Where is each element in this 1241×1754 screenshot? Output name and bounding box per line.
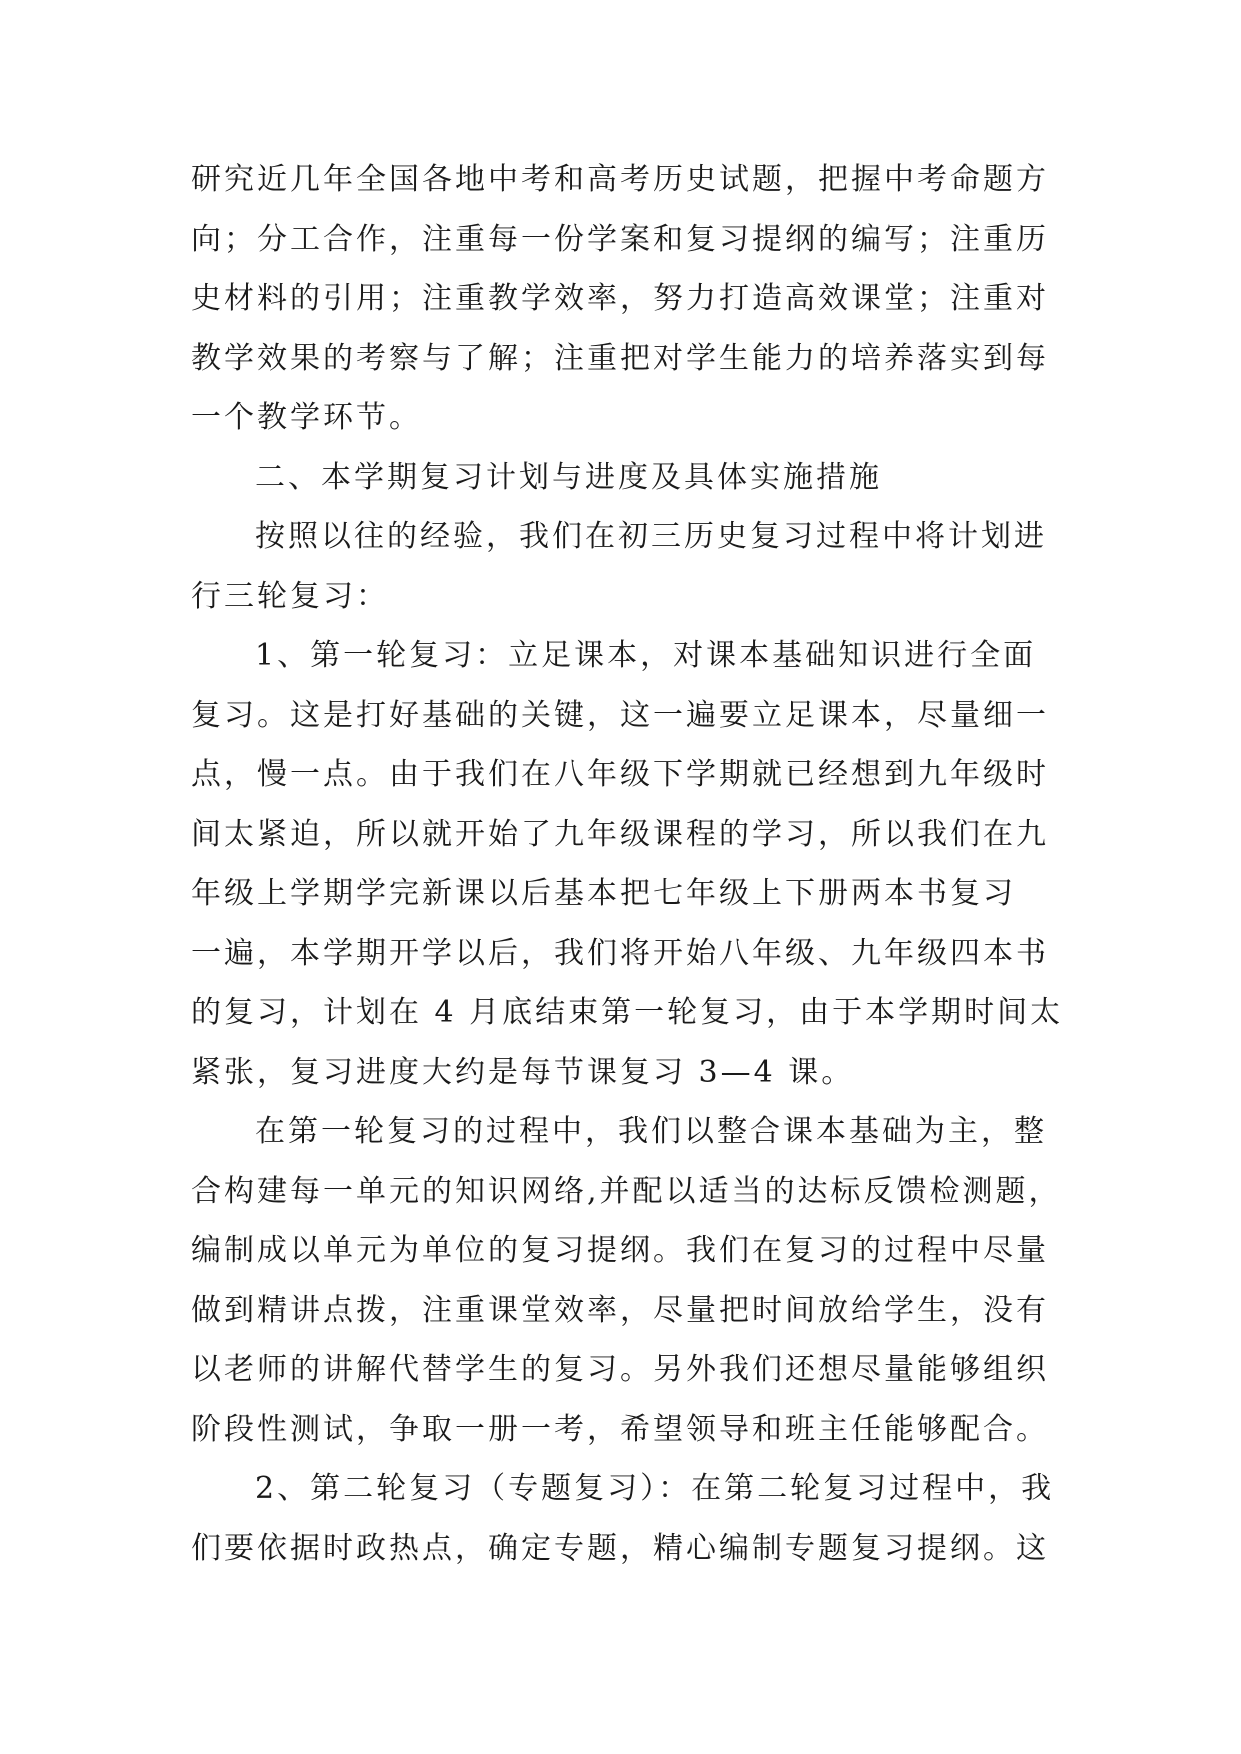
text-line: 2、第二轮复习（专题复习）：在第二轮复习过程中，我 bbox=[255, 1471, 1055, 1506]
text-line: 一个教学环节。 bbox=[191, 400, 422, 435]
text-line: 复习。这是打好基础的关键，这一遍要立足课本，尽量细一 bbox=[191, 697, 1049, 733]
text-line: 做到精讲点拨，注重课堂效率，尽量把时间放给学生，没有 bbox=[191, 1292, 1049, 1328]
text-line: 紧张，复习进度大约是每节课复习 3—4 课。 bbox=[191, 1054, 855, 1090]
text-line: 1、第一轮复习：立足课本，对课本基础知识进行全面 bbox=[255, 638, 1037, 673]
text-line: 们要依据时政热点，确定专题，精心编制专题复习提纲。这 bbox=[191, 1530, 1049, 1566]
text-line: 教学效果的考察与了解；注重把对学生能力的培养落实到每 bbox=[191, 340, 1049, 376]
text-line: 阶段性测试，争取一册一考，希望领导和班主任能够配合。 bbox=[191, 1411, 1049, 1447]
text-line: 研究近几年全国各地中考和高考历史试题，把握中考命题方 bbox=[191, 162, 1049, 197]
section-heading: 二、本学期复习计划与进度及具体实施措施 bbox=[255, 459, 882, 495]
document-body bbox=[191, 150, 1064, 1578]
text-line: 在第一轮复习的过程中，我们以整合课本基础为主，整 bbox=[255, 1114, 1047, 1149]
text-line: 一遍，本学期开学以后，我们将开始八年级、九年级四本书 bbox=[191, 935, 1049, 971]
text-line: 向；分工合作，注重每一份学案和复习提纲的编写；注重历 bbox=[191, 221, 1049, 257]
text-line: 间太紧迫，所以就开始了九年级课程的学习，所以我们在九 bbox=[191, 816, 1049, 852]
text-line: 以老师的讲解代替学生的复习。另外我们还想尽量能够组织 bbox=[191, 1352, 1049, 1387]
text-line: 按照以往的经验，我们在初三历史复习过程中将计划进 bbox=[255, 519, 1047, 554]
text-line: 点，慢一点。由于我们在八年级下学期就已经想到九年级时 bbox=[191, 757, 1049, 792]
text-line: 编制成以单元为单位的复习提纲。我们在复习的过程中尽量 bbox=[191, 1233, 1049, 1268]
text-line: 史材料的引用；注重教学效率，努力打造高效课堂；注重对 bbox=[191, 281, 1049, 316]
text-line: 行三轮复习： bbox=[191, 578, 389, 614]
text-line: 合构建每一单元的知识网络,并配以适当的达标反馈检测题， bbox=[191, 1173, 1062, 1209]
text-line: 的复习，计划在 4 月底结束第一轮复习，由于本学期时间太 bbox=[191, 995, 1064, 1030]
text-line: 年级上学期学完新课以后基本把七年级上下册两本书复习 bbox=[191, 876, 1016, 911]
